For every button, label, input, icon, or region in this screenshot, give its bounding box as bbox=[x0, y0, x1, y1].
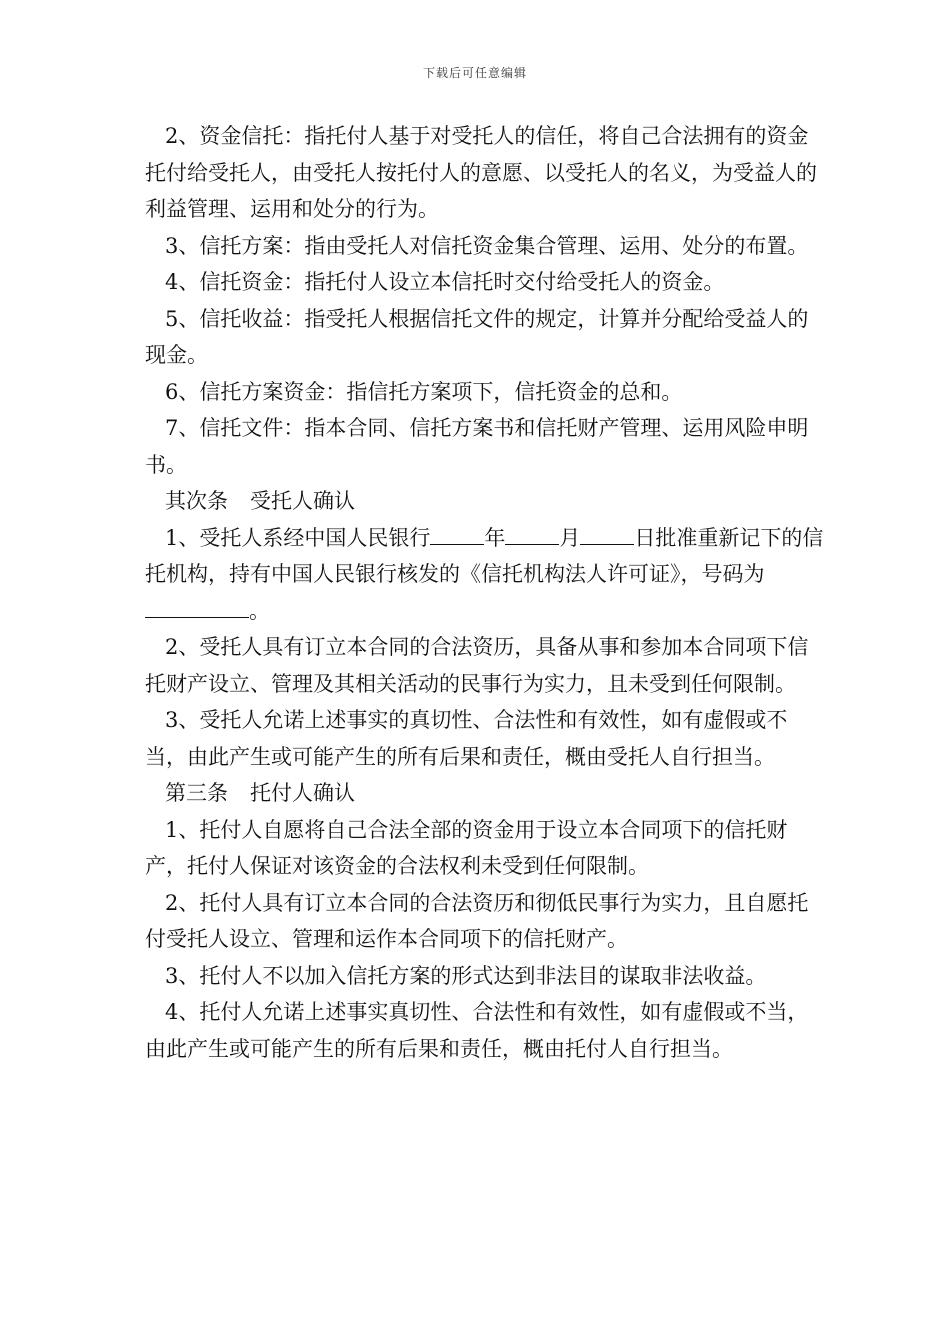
section-title: 受托人确认 bbox=[250, 489, 355, 513]
paragraph-trustor-qualification bbox=[145, 885, 825, 958]
month-label: 月 bbox=[559, 525, 581, 550]
paragraph-text: 3、托付人不以加入信托方案的形式达到非法目的谋取非法收益。 bbox=[165, 963, 767, 988]
paragraph-text: 2、受托人具有订立本合同的合法资历，具备从事和参加本合同项下信托财产设立、管理及其相关活动的民事行为实力，且未受到任何限制。 bbox=[145, 635, 809, 696]
blank-field-year[interactable] bbox=[430, 524, 484, 545]
paragraph-text: 2、资金信托：指托付人基于对受托人的信任，将自己合法拥有的资金托付给受托人，由受托人按托付人的意愿、以受托人的名义，为受益人的利益管理、运用和处分的行为。 bbox=[145, 124, 817, 221]
paragraph-text: 1、托付人自愿将自己合法全部的资金用于设立本合同项下的信托财产，托付人保证对该资金的合法权利未受到任何限制。 bbox=[145, 817, 788, 878]
clause-1-trustee-license bbox=[145, 520, 825, 630]
blank-field-license-number[interactable] bbox=[145, 597, 249, 618]
clause-end: 。 bbox=[249, 598, 270, 623]
paragraph-trustee-qualification bbox=[145, 629, 825, 702]
blank-field-day[interactable] bbox=[580, 524, 634, 545]
paragraph-4-trust-funds bbox=[145, 264, 825, 301]
year-label: 年 bbox=[484, 525, 506, 550]
blank-field-month[interactable] bbox=[505, 524, 559, 545]
section-heading-trustor bbox=[145, 775, 825, 812]
page-header: 下载后可任意编辑 bbox=[422, 66, 527, 80]
paragraph-5-trust-income bbox=[145, 301, 825, 374]
paragraph-text: 4、信托资金：指托付人设立本信托时交付给受托人的资金。 bbox=[165, 270, 725, 294]
paragraph-text: 3、受托人允诺上述事实的真切性、合法性和有效性，如有虚假或不当，由此产生或可能产生的所有后果和责任，概由受托人自行担当。 bbox=[145, 708, 788, 769]
paragraph-trustor-voluntary bbox=[145, 812, 825, 885]
section-heading-trustee bbox=[145, 483, 825, 520]
section-label: 其次条 bbox=[165, 489, 228, 513]
paragraph-2-capital-trust bbox=[145, 118, 825, 228]
paragraph-text: 5、信托收益：指受托人根据信托文件的规定，计算并分配给受益人的现金。 bbox=[145, 306, 809, 367]
paragraph-text: 7、信托文件：指本合同、信托方案书和信托财产管理、运用风险申明书。 bbox=[145, 416, 809, 477]
paragraph-text: 6、信托方案资金：指信托方案项下，信托资金的总和。 bbox=[165, 379, 683, 404]
paragraph-text: 2、托付人具有订立本合同的合法资历和彻低民事行为实力，且自愿托付受托人设立、管理和运作本合同项下的信托财产。 bbox=[145, 890, 809, 951]
document-body bbox=[145, 118, 825, 1067]
paragraph-3-trust-plan bbox=[145, 228, 825, 265]
paragraph-7-trust-documents bbox=[145, 410, 825, 483]
section-title: 托付人确认 bbox=[250, 781, 355, 805]
clause-text: 日批准重新记下的信托机构，持有中国人民银行核发的《信托机构法人许可证》，号码为 bbox=[145, 525, 824, 586]
clause-text: 1、受托人系经中国人民银行 bbox=[165, 525, 431, 550]
paragraph-trustor-commitment bbox=[145, 994, 825, 1067]
paragraph-trustor-legal-purpose bbox=[145, 958, 825, 995]
paragraph-text: 4、托付人允诺上述事实真切性、合法性和有效性，如有虚假或不当，由此产生或可能产生的所有后果和责任，概由托付人自行担当。 bbox=[145, 1000, 809, 1061]
section-label: 第三条 bbox=[165, 781, 228, 805]
paragraph-text: 3、信托方案：指由受托人对信托资金集合管理、运用、处分的布置。 bbox=[165, 233, 809, 258]
paragraph-trustee-commitment bbox=[145, 702, 825, 775]
paragraph-6-plan-funds bbox=[145, 374, 825, 411]
